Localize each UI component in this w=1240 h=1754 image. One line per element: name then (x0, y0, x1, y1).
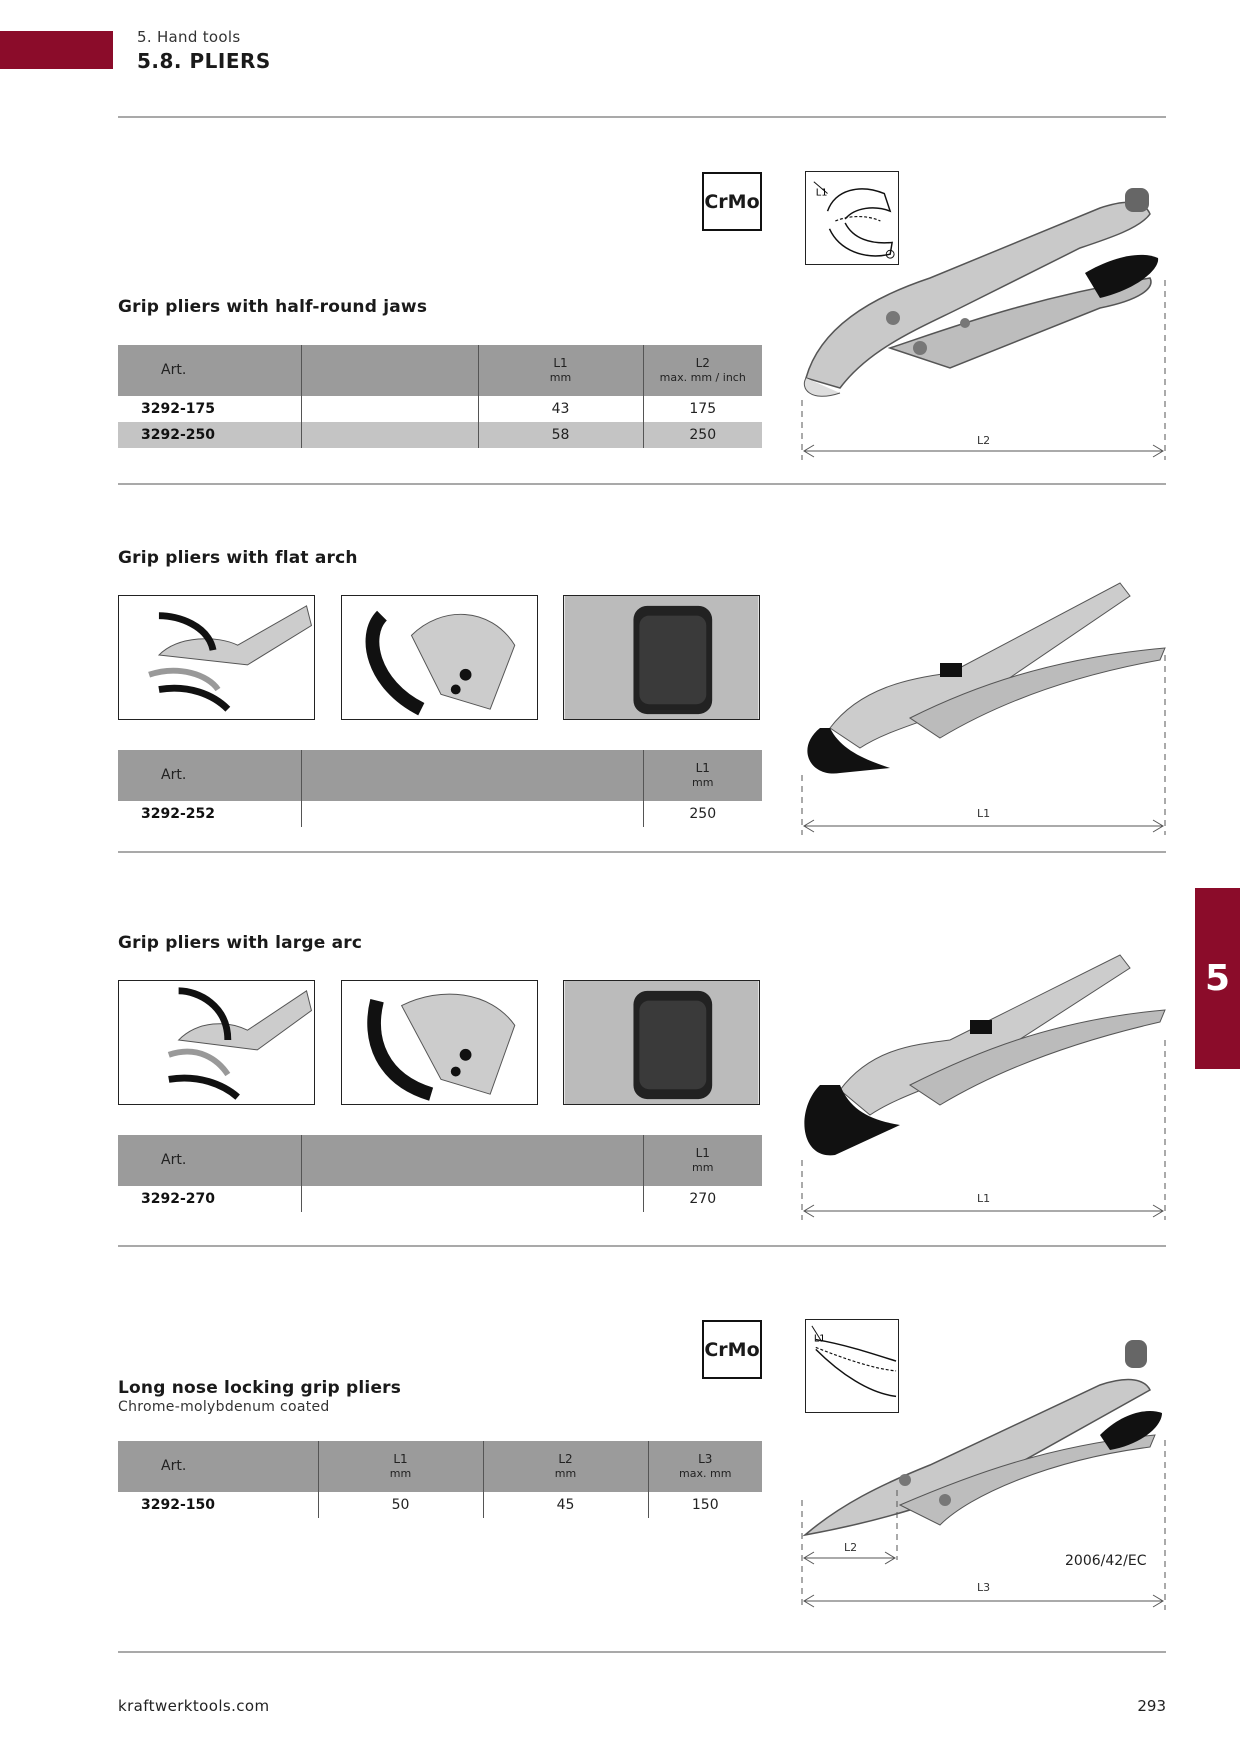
article-number: 3292-250 (118, 422, 301, 448)
column-header: L2 max. mm / inch (643, 345, 762, 396)
table-cell: 175 (643, 396, 762, 422)
section-divider (118, 1245, 1166, 1247)
table-cell: 50 (318, 1492, 483, 1518)
table-row (118, 422, 762, 448)
article-number: 3292-270 (141, 1191, 215, 1207)
jaw-dim-label: L1 (813, 1333, 826, 1345)
chapter-label: 5. Hand tools (137, 28, 241, 46)
table-cell: 250 (643, 422, 762, 448)
crmo-badge: CrMo (702, 172, 762, 231)
dimension-label: L1 (977, 1192, 991, 1205)
product-title: Long nose locking grip pliers (118, 1378, 402, 1398)
table-header-row (118, 345, 762, 396)
section-divider (118, 851, 1166, 853)
column-header: Art. (118, 345, 301, 396)
jaw-detail-photo (118, 595, 315, 720)
spec-table (118, 1441, 762, 1518)
column-header (301, 750, 643, 801)
column-header: L1 mm (643, 1135, 762, 1186)
product-title: Grip pliers with large arc (118, 933, 363, 953)
directive-label: 2006/42/EC (1065, 1553, 1147, 1569)
spec-table (118, 345, 762, 448)
jaw-dim-label: L1 (815, 187, 828, 199)
table-cell: 270 (643, 1186, 762, 1212)
dimension-label: L3 (977, 1581, 991, 1594)
jaw-detail-photo (118, 980, 315, 1105)
product-title: Grip pliers with half-round jaws (118, 297, 428, 317)
article-number: 3292-150 (141, 1497, 215, 1513)
table-cell: 150 (648, 1492, 762, 1518)
spec-table (118, 750, 762, 827)
table-cell: 43 (478, 396, 643, 422)
footer-divider (118, 1651, 1166, 1653)
chapter-color-tab (0, 31, 113, 69)
table-header-row (118, 1441, 762, 1492)
table-cell: 45 (483, 1492, 648, 1518)
column-header: Art. (118, 750, 301, 801)
page-number: 293 (1137, 1697, 1166, 1715)
knurled-grip-image (563, 980, 760, 1105)
dimension-label: L2 (844, 1541, 858, 1554)
jaw-open-photo (341, 595, 538, 720)
table-cell: 58 (478, 422, 643, 448)
article-number: 3292-252 (141, 806, 215, 822)
dimension-lines (800, 280, 1170, 460)
table-header-row (118, 1135, 762, 1186)
table-cell: 250 (643, 801, 762, 827)
column-header: L1 mm (318, 1441, 483, 1492)
chapter-side-tab: 5 (1195, 888, 1240, 1069)
article-number: 3292-175 (141, 401, 215, 417)
table-row (118, 1186, 762, 1212)
table-row (118, 396, 762, 422)
crmo-badge: CrMo (702, 1320, 762, 1379)
column-header: L1 mm (643, 750, 762, 801)
header-divider (118, 116, 1166, 118)
footer-url[interactable]: kraftwerktools.com (118, 1697, 270, 1715)
section-divider (118, 483, 1166, 485)
column-header: Art. (118, 1135, 301, 1186)
jaw-open-photo (341, 980, 538, 1105)
table-header-row (118, 750, 762, 801)
column-header: L2 mm (483, 1441, 648, 1492)
product-subtitle: Chrome-molybdenum coated (118, 1399, 330, 1415)
column-header: L3 max. mm (648, 1441, 762, 1492)
product-title: Grip pliers with flat arch (118, 548, 358, 568)
table-cell (301, 801, 643, 827)
table-cell (301, 1186, 643, 1212)
column-header: Art. (118, 1441, 318, 1492)
dimension-label: L1 (977, 807, 991, 820)
section-title: 5.8. PLIERS (137, 49, 271, 73)
table-row (118, 1492, 762, 1518)
column-header: L1 mm (478, 345, 643, 396)
dimension-label: L2 (977, 434, 991, 447)
knurled-grip-image (563, 595, 760, 720)
spec-table (118, 1135, 762, 1212)
table-row (118, 801, 762, 827)
column-header (301, 345, 478, 396)
table-cell (301, 396, 478, 422)
table-cell (301, 422, 478, 448)
column-header (301, 1135, 643, 1186)
